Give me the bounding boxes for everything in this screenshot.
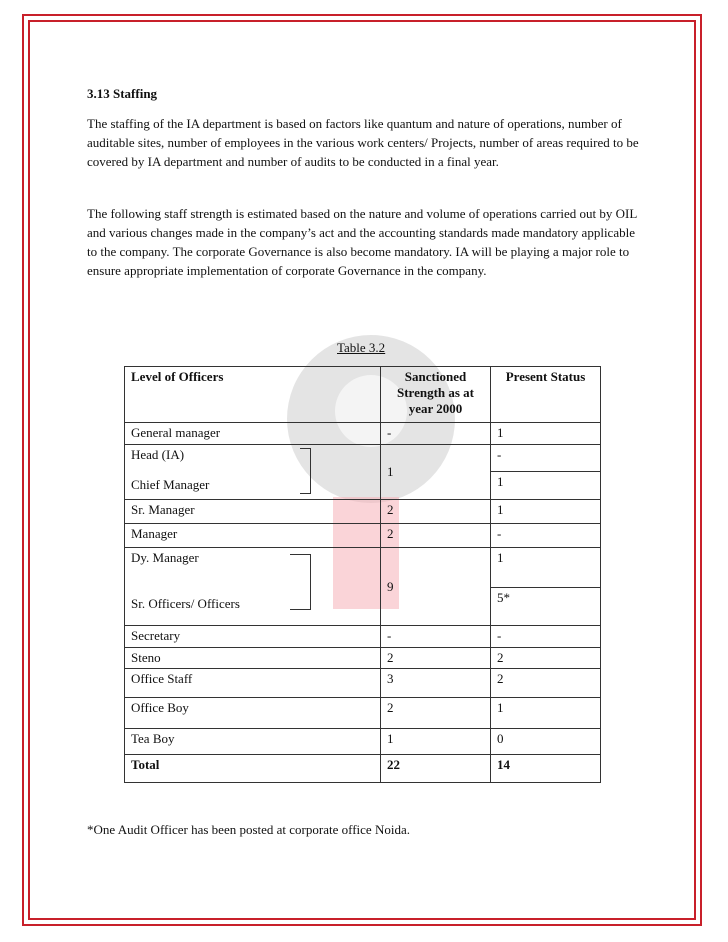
cell-sanctioned: 2: [381, 500, 491, 524]
cell-present: 1: [491, 472, 601, 500]
cell-level-a: Dy. Manager: [131, 550, 199, 565]
table-row: [125, 648, 601, 669]
cell-sanctioned: 2: [381, 524, 491, 548]
footnote: *One Audit Officer has been posted at corporate office Noida.: [87, 822, 410, 837]
bracket-dy-sr-officers: [290, 554, 311, 610]
staff-table: [124, 366, 601, 783]
header-level: Level of Officers: [125, 367, 381, 423]
cell-level: Steno: [125, 648, 381, 669]
cell-present: 1: [491, 500, 601, 524]
cell-level-group: [125, 445, 381, 500]
cell-present: -: [491, 524, 601, 548]
header-present: Present Status: [491, 367, 601, 423]
cell-present: 2: [491, 648, 601, 669]
header-sanctioned: Sanctioned Strength as at year 2000: [381, 367, 491, 423]
section-heading: 3.13 Staffing: [87, 86, 158, 101]
cell-sanctioned: -: [381, 423, 491, 445]
table-row: [125, 626, 601, 648]
cell-level: Total: [125, 755, 381, 783]
cell-present: 5*: [491, 588, 601, 626]
cell-present: 14: [491, 755, 601, 783]
cell-present: 2: [491, 669, 601, 698]
table-header-row: [125, 367, 601, 423]
cell-level: Sr. Manager: [125, 500, 381, 524]
cell-present: 1: [491, 423, 601, 445]
table-row: [125, 729, 601, 755]
cell-level: Office Staff: [125, 669, 381, 698]
cell-level: Secretary: [125, 626, 381, 648]
table-row: [125, 669, 601, 698]
bracket-head-chief: [300, 448, 311, 494]
table-row: [125, 500, 601, 524]
cell-present: -: [491, 626, 601, 648]
cell-level-group: [125, 548, 381, 626]
table-total-row: [125, 755, 601, 783]
cell-level: Manager: [125, 524, 381, 548]
cell-present: -: [491, 445, 601, 472]
table-row: [125, 548, 601, 588]
cell-present: 1: [491, 698, 601, 729]
table-row: [125, 445, 601, 472]
cell-level: Office Boy: [125, 698, 381, 729]
cell-sanctioned: 22: [381, 755, 491, 783]
cell-present: 0: [491, 729, 601, 755]
cell-level: Tea Boy: [125, 729, 381, 755]
cell-level-a: Head (IA): [131, 447, 185, 462]
cell-sanctioned: 9: [381, 548, 491, 626]
table-row: [125, 423, 601, 445]
table-row: [125, 524, 601, 548]
table-caption: Table 3.2: [337, 340, 386, 355]
cell-level-b: Sr. Officers/ Officers: [131, 596, 240, 611]
cell-present: 1: [491, 548, 601, 588]
cell-level-b: Chief Manager: [131, 477, 210, 492]
cell-sanctioned: 2: [381, 648, 491, 669]
cell-sanctioned: 1: [381, 729, 491, 755]
table-row: [125, 698, 601, 729]
paragraph-staff-strength: The following staff strength is estimated based on the nature and volume of operations carried out by OIL and various changes made in the company’s act and the accounting standards made mandatory applicable to the company. The corporate Governance is also become mandatory. IA will be playing a major role to ensure appropriate implementation of corporate Governance in the company.: [87, 206, 637, 278]
paragraph-staffing-basis: The staffing of the IA department is based on factors like quantum and nature of operations, number of auditable sites, number of employees in the various work centers/ Projects, number of areas required to be covered by IA department and number of audits to be conducted in a final year.: [87, 116, 639, 169]
cell-sanctioned: 3: [381, 669, 491, 698]
cell-sanctioned: 1: [381, 445, 491, 500]
cell-level: General manager: [125, 423, 381, 445]
cell-sanctioned: -: [381, 626, 491, 648]
cell-sanctioned: 2: [381, 698, 491, 729]
